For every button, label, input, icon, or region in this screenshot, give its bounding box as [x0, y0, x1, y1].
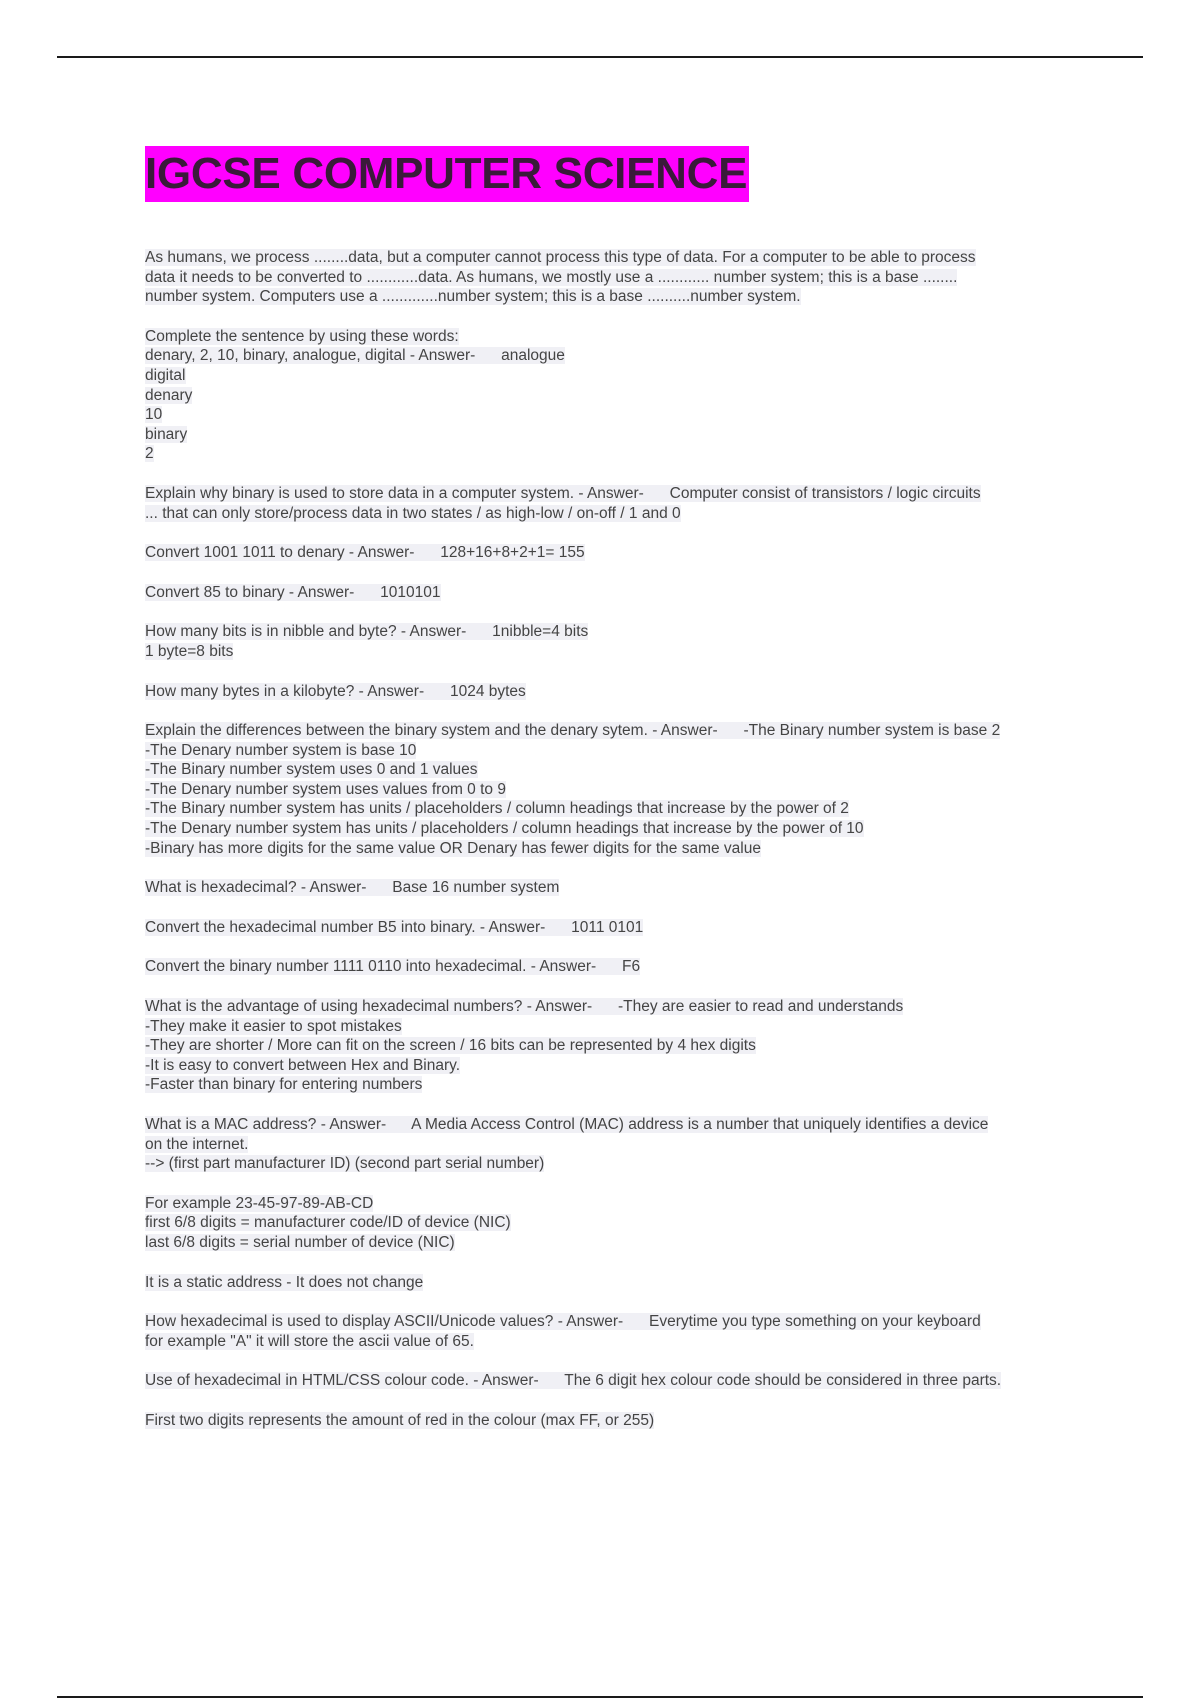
line-text: It is a static address - It does not change — [145, 1273, 424, 1291]
line-text: data it needs to be converted to ............data. As humans, we mostly use a ............ number system; this is a base ........ — [145, 268, 958, 286]
line-text: -They are shorter / More can fit on the screen / 16 bits can be represented by 4 hex digits — [145, 1037, 756, 1055]
line-text: on the internet. — [145, 1135, 249, 1153]
line-text: How many bytes in a kilobyte? - Answer- 1024 bytes — [145, 682, 526, 700]
text-line — [145, 682, 1095, 702]
line-text: -Faster than binary for entering numbers — [145, 1076, 423, 1094]
text-line — [145, 819, 1095, 839]
line-text: ... that can only store/process data in two states / as high-low / on-off / 1 and 0 — [145, 504, 681, 522]
text-line — [145, 878, 1095, 898]
line-text: -The Binary number system has units / placeholders / column headings that increase by the power of 2 — [145, 800, 849, 818]
qa-item — [145, 622, 1095, 661]
line-text: last 6/8 digits = serial number of device (NIC) — [145, 1233, 455, 1251]
qa-item — [145, 1115, 1095, 1174]
text-line — [145, 366, 1095, 386]
text-line — [145, 386, 1095, 406]
line-text: 2 — [145, 445, 154, 463]
qa-item — [145, 957, 1095, 977]
line-text: -Binary has more digits for the same value OR Denary has fewer digits for the same value — [145, 839, 761, 857]
qa-item — [145, 543, 1095, 563]
qa-item — [145, 997, 1095, 1095]
line-text: How many bits is in nibble and byte? - Answer- 1nibble=4 bits — [145, 623, 589, 641]
document-body — [145, 146, 1095, 1451]
line-text: first 6/8 digits = manufacturer code/ID of device (NIC) — [145, 1214, 511, 1232]
text-line — [145, 484, 1095, 504]
text-line — [145, 1056, 1095, 1076]
text-line — [145, 1115, 1095, 1135]
text-line — [145, 1017, 1095, 1037]
text-line — [145, 405, 1095, 425]
text-line — [145, 997, 1095, 1017]
qa-item — [145, 327, 1095, 464]
line-text: Convert the hexadecimal number B5 into binary. - Answer- 1011 0101 — [145, 918, 644, 936]
text-line — [145, 1411, 1095, 1431]
text-line — [145, 760, 1095, 780]
text-line — [145, 1075, 1095, 1095]
text-line — [145, 1233, 1095, 1253]
line-text: Convert 1001 1011 to denary - Answer- 128+16+8+2+1= 155 — [145, 544, 585, 562]
text-line — [145, 543, 1095, 563]
document-title: IGCSE COMPUTER SCIENCE — [145, 146, 749, 202]
qa-item — [145, 918, 1095, 938]
qa-item — [145, 1411, 1095, 1431]
text-line — [145, 1154, 1095, 1174]
text-line — [145, 1036, 1095, 1056]
text-line — [145, 741, 1095, 761]
line-text: What is hexadecimal? - Answer- Base 16 number system — [145, 879, 560, 897]
text-line — [145, 957, 1095, 977]
qa-item — [145, 1194, 1095, 1253]
line-text: How hexadecimal is used to display ASCII/Unicode values? - Answer- Everytime you type something on your keyboard — [145, 1313, 981, 1331]
line-text: Convert 85 to binary - Answer- 1010101 — [145, 583, 441, 601]
text-line — [145, 1194, 1095, 1214]
text-line — [145, 1135, 1095, 1155]
line-text: digital — [145, 366, 186, 384]
text-line — [145, 583, 1095, 603]
text-line — [145, 799, 1095, 819]
text-line — [145, 622, 1095, 642]
qa-item — [145, 484, 1095, 523]
text-line — [145, 1273, 1095, 1293]
line-text: 10 — [145, 406, 163, 424]
qa-item — [145, 721, 1095, 858]
line-text: --> (first part manufacturer ID) (second part serial number) — [145, 1155, 545, 1173]
line-text: denary, 2, 10, binary, analogue, digital - Answer- analogue — [145, 347, 565, 365]
qa-item — [145, 1371, 1095, 1391]
text-line — [145, 1371, 1095, 1391]
text-line — [145, 1332, 1095, 1352]
qa-item — [145, 1312, 1095, 1351]
text-line — [145, 504, 1095, 524]
qa-item — [145, 1273, 1095, 1293]
line-text: for example "A" it will store the ascii value of 65. — [145, 1332, 474, 1350]
qa-item — [145, 682, 1095, 702]
line-text: Use of hexadecimal in HTML/CSS colour code. - Answer- The 6 digit hex colour code should be considered in three parts. — [145, 1372, 1002, 1390]
text-line — [145, 287, 1095, 307]
line-text: -It is easy to convert between Hex and Binary. — [145, 1056, 461, 1074]
text-line — [145, 1213, 1095, 1233]
qa-item — [145, 878, 1095, 898]
line-text: For example 23-45-97-89-AB-CD — [145, 1194, 374, 1212]
qa-list — [145, 248, 1095, 1431]
line-text: number system. Computers use a .............number system; this is a base ..........number system. — [145, 288, 801, 306]
text-line — [145, 839, 1095, 859]
line-text: Explain why binary is used to store data in a computer system. - Answer- Computer consist of transistors / logic circuits — [145, 484, 981, 502]
text-line — [145, 780, 1095, 800]
line-text: -They make it easier to spot mistakes — [145, 1017, 402, 1035]
text-line — [145, 721, 1095, 741]
line-text: -The Denary number system is base 10 — [145, 741, 417, 759]
qa-item — [145, 248, 1095, 307]
line-text: Complete the sentence by using these words: — [145, 327, 459, 345]
bottom-rule — [57, 1696, 1143, 1698]
line-text: What is a MAC address? - Answer- A Media Access Control (MAC) address is a number that uniquely identifies a device — [145, 1116, 989, 1133]
text-line — [145, 1312, 1095, 1332]
line-text: -The Denary number system has units / placeholders / column headings that increase by the power of 10 — [145, 820, 864, 838]
text-line — [145, 642, 1095, 662]
text-line — [145, 268, 1095, 288]
line-text: 1 byte=8 bits — [145, 642, 234, 660]
line-text: Explain the differences between the binary system and the denary sytem. - Answer- -The Binary number system is base 2 — [145, 722, 1001, 740]
line-text: denary — [145, 386, 193, 404]
text-line — [145, 346, 1095, 366]
line-text: -The Denary number system uses values from 0 to 9 — [145, 780, 506, 798]
text-line — [145, 425, 1095, 445]
text-line — [145, 327, 1095, 347]
line-text: Convert the binary number 1111 0110 into hexadecimal. - Answer- F6 — [145, 958, 641, 976]
line-text: binary — [145, 425, 188, 443]
line-text: What is the advantage of using hexadecimal numbers? - Answer- -They are easier to read and understands — [145, 998, 904, 1016]
line-text: -The Binary number system uses 0 and 1 values — [145, 761, 478, 779]
top-rule — [57, 56, 1143, 58]
text-line — [145, 918, 1095, 938]
line-text: As humans, we process ........data, but a computer cannot process this type of data. For a computer to be able to process — [145, 249, 976, 266]
line-text: First two digits represents the amount of red in the colour (max FF, or 255) — [145, 1411, 655, 1429]
qa-item — [145, 583, 1095, 603]
text-line — [145, 444, 1095, 464]
text-line — [145, 248, 1095, 268]
